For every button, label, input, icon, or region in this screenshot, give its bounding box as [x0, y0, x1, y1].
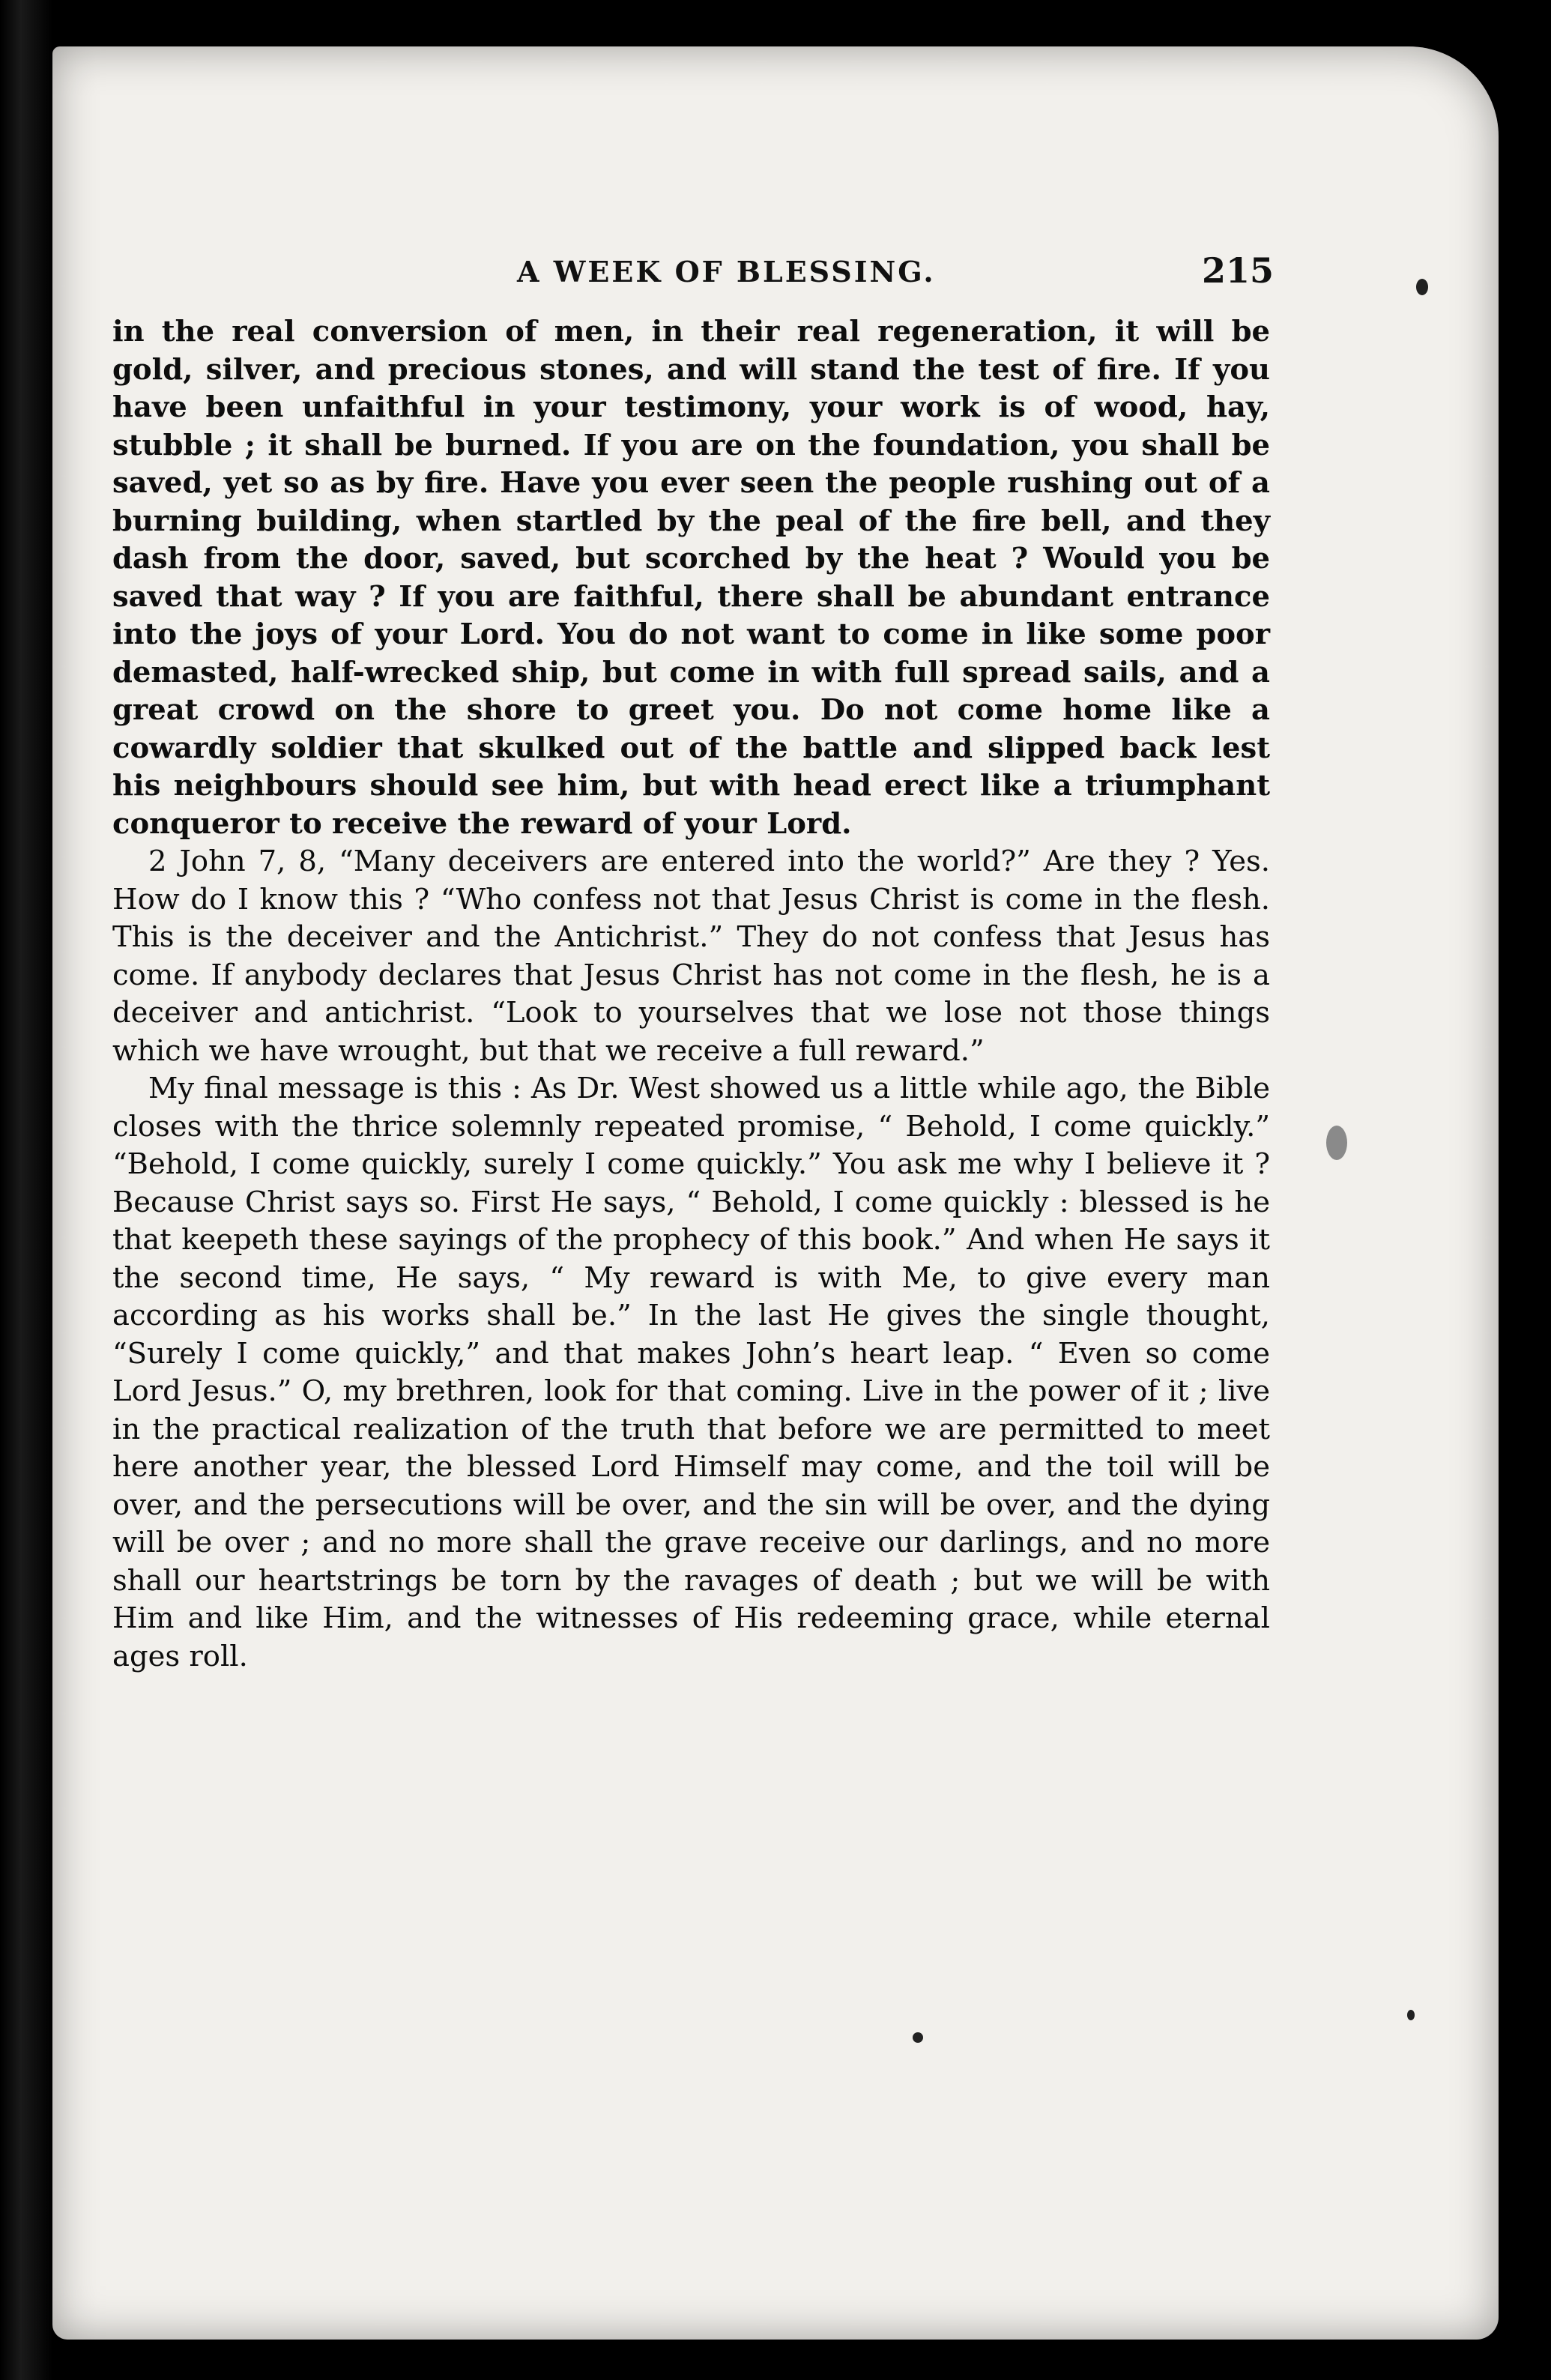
paragraph: in the real conversion of men, in their real regeneration, it will be gold, silver, and precious stones, and will stand the test of fire. If you have been unfaithful in your testimony, your work is of wood, hay, stubble ; it shall be burned. If you are on the foundation, you shall be saved, yet so as by fire. Have you ever seen the people rushing out of a burning building, when startled by the peal of the fire bell, and they dash from the door, saved, but scorched by the heat ? Would you be saved that way ? If you are faithful, there shall be abundant entrance into the joys of your Lord. You do not want to come in like some poor demasted, half-wrecked ship, but come in with full spread sails, and a great crowd on the shore to greet you. Do not come home like a cowardly soldier that skulked out of the battle and slipped back lest his neighbours should see him, but with head erect like a triumphant conqueror to receive the reward of your Lord. — [112, 315, 1270, 841]
page-header — [135, 250, 1274, 300]
paragraph: My final message is this : As Dr. West showed us a little while ago, the Bible closes with the thrice solemnly repeated promise, “ Behold, I come quickly.” “Behold, I come quickly, surely I come quickly.” You ask me why I believe it ? Because Christ says so. First He says, “ Behold, I come quickly : blessed is he that keepeth these sayings of the prophecy of this book.” And when He says it the second time, He says, “ My reward is with Me, to give every man according as his works shall be.” In the last He gives the single thought, “Surely I come quickly,” and that makes John’s heart leap. “ Even so come Lord Jesus.” O, my brethren, look for that coming. Live in the power of it ; live in the practical realization of the truth that before we are permitted to meet here another year, the blessed Lord Himself may come, and the toil will be over, and the persecutions will be over, and the sin will be over, and the dying will be over ; and no more shall the grave receive our darlings, and no more shall our heartstrings be torn by the ravages of death ; but we will be with Him and like Him, and the witnesses of His redeeming grace, while eternal ages roll. — [112, 1072, 1270, 1673]
ink-speck — [1407, 2010, 1415, 2020]
book-spine-edge — [0, 0, 52, 2380]
running-title: A WEEK OF BLESSING. — [517, 255, 936, 289]
ink-speck — [1416, 279, 1428, 295]
ink-speck — [913, 2032, 923, 2043]
ink-speck — [1326, 1126, 1347, 1160]
paragraph: 2 John 7, 8, “Many deceivers are entered into the world?” Are they ? Yes. How do I know this ? “Who confess not that Jesus Christ is come in the flesh. This is the deceiver and the Antichrist.” They do not confess that Jesus has come. If anybody declares that Jesus Christ has not come in the flesh, he is a deceiver and antichrist. “Look to yourselves that we lose not those things which we have wrought, but that we receive a full reward.” — [112, 845, 1270, 1068]
page-number: 215 — [1201, 250, 1274, 291]
body-text — [112, 313, 1270, 1676]
